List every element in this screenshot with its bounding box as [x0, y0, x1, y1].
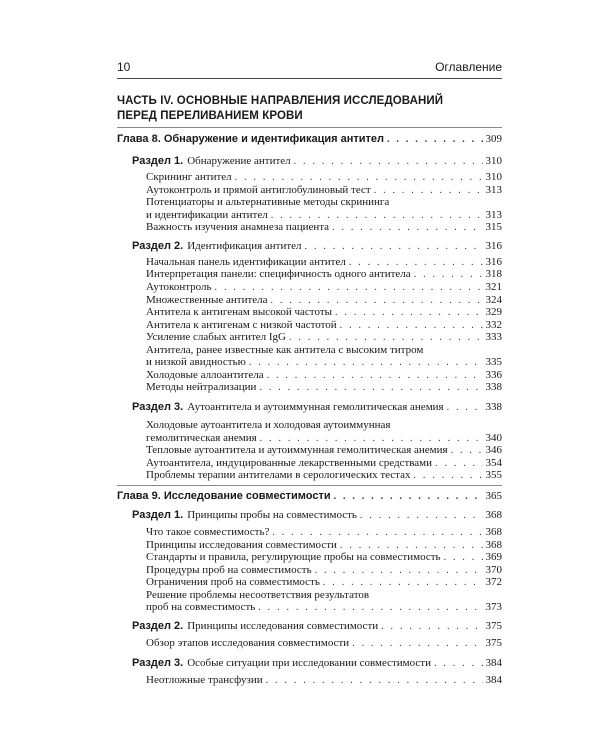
item-title: Начальная панель идентификации антител [146, 256, 346, 268]
toc-item[interactable] [146, 539, 502, 551]
page-ref: 335 [485, 356, 502, 368]
leader-dots [260, 433, 483, 444]
page-ref: 309 [485, 133, 502, 145]
leader-dots [340, 320, 483, 331]
section-label: Раздел 1. [132, 509, 184, 521]
toc-chapter-8[interactable] [117, 133, 502, 145]
page-ref: 346 [485, 444, 502, 456]
toc-item[interactable] [146, 432, 502, 444]
leader-dots [381, 621, 482, 632]
toc-item[interactable] [146, 381, 502, 393]
part-title [117, 94, 517, 124]
item-title: Аутоконтроль и прямой антиглобулиновый тест [146, 184, 371, 196]
leader-dots [266, 675, 483, 686]
toc-item[interactable] [146, 564, 502, 576]
leader-dots [434, 658, 483, 669]
page-ref: 318 [485, 268, 502, 280]
leader-dots [249, 357, 483, 368]
toc-section[interactable] [132, 620, 502, 632]
toc-item[interactable] [146, 469, 502, 481]
page-ref: 372 [485, 576, 502, 588]
leader-dots [360, 510, 483, 521]
section-title: Аутоантитела и аутоиммунная гемолитическая анемия [187, 401, 444, 413]
toc-item[interactable] [146, 444, 502, 456]
chapter-title: Глава 8. Обнаружение и идентификация антител [117, 133, 384, 145]
leader-dots [334, 491, 483, 502]
page-ref: 338 [485, 401, 502, 413]
leader-dots [267, 370, 483, 381]
item-title: Ограничения проб на совместимость [146, 576, 320, 588]
toc-item[interactable] [146, 356, 502, 368]
toc-item[interactable] [146, 674, 502, 686]
section-label: Раздел 1. [132, 155, 184, 167]
page-ref: 338 [485, 381, 502, 393]
section-title: Идентификация антител [187, 240, 302, 252]
toc-item[interactable] [146, 256, 502, 268]
item-title: Тепловые аутоантитела и аутоиммунная гемолитическая анемия [146, 444, 448, 456]
page-ref: 333 [485, 331, 502, 343]
page-ref: 373 [485, 601, 502, 613]
section-title: Особые ситуации при исследовании совместимости [187, 657, 431, 669]
page-number: 10 [117, 60, 131, 74]
section-label: Раздел 3. [132, 401, 184, 413]
item-title: Усиление слабых антител IgG [146, 331, 287, 343]
leader-dots [315, 565, 483, 576]
leader-dots [235, 172, 483, 183]
leader-dots [444, 552, 483, 563]
leader-dots [271, 210, 483, 221]
leader-dots [414, 470, 483, 481]
item-title-line-1: Потенциаторы и альтернативные методы скрининга [146, 196, 390, 208]
toc-item[interactable] [146, 551, 502, 563]
section-title: Принципы пробы на совместимость [187, 509, 357, 521]
item-title: Аутоконтроль [146, 281, 212, 293]
item-title: Процедуры проб на совместимость [146, 564, 312, 576]
page-ref: 332 [485, 319, 502, 331]
toc-item[interactable] [146, 268, 502, 280]
page-ref: 340 [485, 432, 502, 444]
leader-dots [447, 402, 483, 413]
leader-dots [215, 282, 483, 293]
leader-dots [332, 222, 482, 233]
item-title: проб на совместимость [146, 601, 256, 613]
item-title: Важность изучения анамнеза пациента [146, 221, 330, 233]
toc-section[interactable] [132, 657, 502, 669]
item-title: Антитела к антигенам высокой частоты [146, 306, 333, 318]
page-ref: 369 [485, 551, 502, 563]
item-title: Интерпретация панели: специфичность одного антитела [146, 268, 411, 280]
page-ref: 365 [485, 490, 502, 502]
toc-item[interactable] [146, 281, 502, 293]
page-ref: 324 [485, 294, 502, 306]
leader-dots [435, 458, 482, 469]
toc-item[interactable] [146, 209, 502, 221]
page-ref: 375 [485, 637, 502, 649]
leader-dots [271, 295, 483, 306]
page-ref: 368 [485, 539, 502, 551]
item-title: Стандарты и правила, регулирующие пробы на совместимость [146, 551, 441, 563]
page-ref: 310 [485, 171, 502, 183]
section-label: Раздел 2. [132, 620, 184, 632]
section-label: Раздел 2. [132, 240, 184, 252]
chapter-divider [117, 485, 502, 486]
leader-dots [294, 156, 483, 167]
leader-dots [335, 307, 482, 318]
leader-dots [289, 332, 482, 343]
toc-item[interactable] [146, 306, 502, 318]
toc-chapter-9[interactable] [117, 490, 502, 502]
item-title: Методы нейтрализации [146, 381, 257, 393]
item-title: Множественные антитела [146, 294, 268, 306]
page-ref: 384 [485, 674, 502, 686]
toc-item[interactable] [146, 526, 502, 538]
item-title: и идентификации антител [146, 209, 268, 221]
item-title: Проблемы терапии антителами в серологических тестах [146, 469, 411, 481]
item-title: Скрининг антител [146, 171, 232, 183]
item-title: и низкой авидностью [146, 356, 246, 368]
part-title-line-2: ПЕРЕД ПЕРЕЛИВАНИЕМ КРОВИ [117, 110, 303, 122]
leader-dots [323, 577, 483, 588]
page-ref: 329 [485, 306, 502, 318]
leader-dots [340, 540, 483, 551]
toc-item[interactable] [146, 221, 502, 233]
page-ref: 315 [485, 221, 502, 233]
item-title: Антитела к антигенам с низкой частотой [146, 319, 337, 331]
page-ref: 316 [485, 240, 502, 252]
leader-dots [414, 269, 483, 280]
toc-item[interactable] [146, 319, 502, 331]
page-ref: 321 [485, 281, 502, 293]
page-ref: 354 [485, 457, 502, 469]
leader-dots [259, 382, 482, 393]
page-ref: 313 [485, 184, 502, 196]
item-title: Обзор этапов исследования совместимости [146, 637, 350, 649]
toc-section[interactable] [132, 401, 502, 413]
item-title-line-1: Решение проблемы несоответствия результатов [146, 589, 370, 601]
item-title: Холодовые аллоантитела [146, 369, 264, 381]
item-title: Неотложные трансфузии [146, 674, 263, 686]
toc-section[interactable] [132, 240, 502, 252]
item-title: гемолитическая анемия [146, 432, 257, 444]
page-ref: 368 [485, 526, 502, 538]
page-ref: 316 [485, 256, 502, 268]
page-ref: 355 [485, 469, 502, 481]
page-header [117, 58, 502, 79]
toc-item[interactable] [146, 576, 502, 588]
toc-item[interactable] [146, 331, 502, 343]
page-ref: 336 [485, 369, 502, 381]
toc-item[interactable] [146, 171, 502, 183]
leader-dots [305, 241, 483, 252]
leader-dots [374, 185, 483, 196]
page-ref: 370 [485, 564, 502, 576]
item-title: Что такое совместимость? [146, 526, 270, 538]
leader-dots [387, 134, 483, 145]
toc-section[interactable] [132, 155, 502, 167]
chapter-divider [117, 127, 502, 128]
toc-item[interactable] [146, 294, 502, 306]
toc-item[interactable] [146, 369, 502, 381]
leader-dots [258, 602, 482, 613]
toc-item[interactable] [146, 601, 502, 613]
leader-dots [272, 527, 482, 538]
page-ref: 384 [485, 657, 502, 669]
item-title: Принципы исследования совместимости [146, 539, 337, 551]
item-title-line-1: Холодовые аутоантитела и холодовая аутоиммунная [146, 419, 391, 431]
page-ref: 313 [485, 209, 502, 221]
leader-dots [349, 257, 483, 268]
toc-item[interactable] [146, 184, 502, 196]
section-title: Обнаружение антител [187, 155, 291, 167]
item-title: Аутоантитела, индуцированные лекарственными средствами [146, 457, 433, 469]
section-title: Принципы исследования совместимости [187, 620, 379, 632]
toc-item[interactable] [146, 457, 502, 469]
leader-dots [352, 638, 482, 649]
page-ref: 375 [485, 620, 502, 632]
section-label: Раздел 3. [132, 657, 184, 669]
running-title: Оглавление [435, 60, 502, 74]
leader-dots [451, 445, 483, 456]
item-title-line-1: Антитела, ранее известные как антитела с высоким титром [146, 344, 424, 356]
part-title-line-1: ЧАСТЬ IV. ОСНОВНЫЕ НАПРАВЛЕНИЯ ИССЛЕДОВАНИЙ [117, 95, 444, 107]
page-ref: 368 [485, 509, 502, 521]
toc-section[interactable] [132, 509, 502, 521]
toc-item[interactable] [146, 637, 502, 649]
page-ref: 310 [485, 155, 502, 167]
chapter-title: Глава 9. Исследование совместимости [117, 490, 331, 502]
